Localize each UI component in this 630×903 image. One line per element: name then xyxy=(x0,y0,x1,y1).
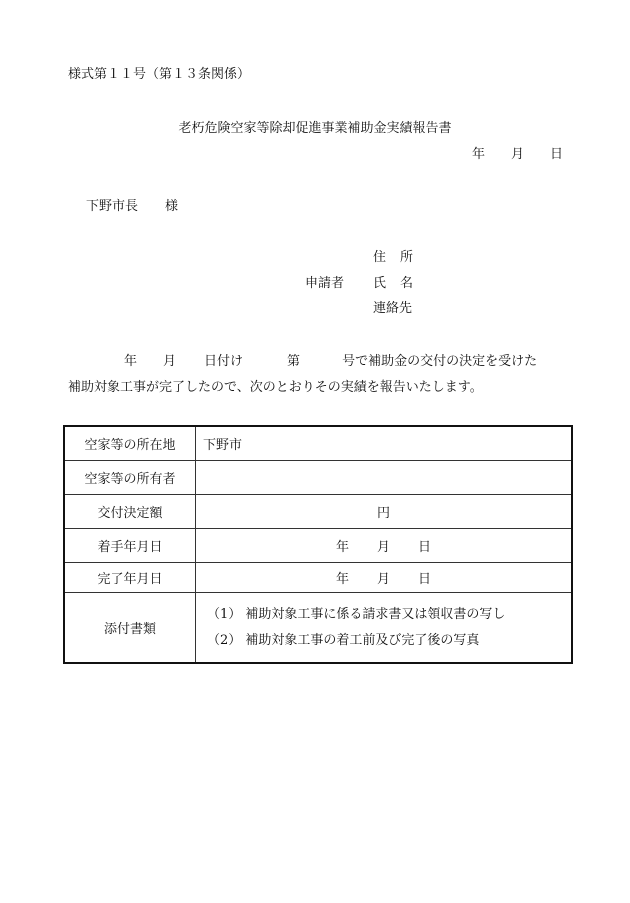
document-title: 老朽危険空家等除却促進事業補助金実績報告書 xyxy=(178,121,452,136)
table-row-attachments xyxy=(64,593,572,664)
applicant-label: 申請者 xyxy=(305,276,345,291)
applicant-contact-label: 連絡先 xyxy=(373,301,413,316)
location-value: 下野市 xyxy=(196,426,573,461)
table-row-owner xyxy=(64,461,572,495)
date-year-label: 年 xyxy=(472,147,486,162)
addressee xyxy=(86,200,178,213)
report-table xyxy=(63,425,573,664)
applicant-name-label: 氏 名 xyxy=(373,276,414,291)
attachment-item: （1） 補助対象工事に係る請求書又は領収書の写し xyxy=(207,606,506,622)
form-number: 様式第１１号（第１３条関係） xyxy=(68,67,251,82)
complete-date-value: 年 月 日 xyxy=(196,563,573,593)
body-text-line-1: 年 月 日付け 第 号で補助金の交付の決定を受けた xyxy=(124,354,538,369)
applicant-address-label: 住 所 xyxy=(373,250,414,265)
attachments-label: 添付書類 xyxy=(64,593,196,664)
owner-label: 空家等の所有者 xyxy=(64,461,196,495)
report-date-line xyxy=(472,148,563,161)
amount-label: 交付決定額 xyxy=(64,495,196,529)
complete-date-label: 完了年月日 xyxy=(64,563,196,593)
amount-unit: 円 xyxy=(196,495,573,529)
location-label: 空家等の所在地 xyxy=(64,426,196,461)
addressee-honorific: 様 xyxy=(165,199,179,214)
addressee-name: 下野市長 xyxy=(86,199,139,214)
table-row-complete-date xyxy=(64,563,572,593)
owner-value xyxy=(196,461,573,495)
table-row-start-date xyxy=(64,529,572,563)
attachments-value xyxy=(196,593,573,664)
table-row-amount xyxy=(64,495,572,529)
date-month-label: 月 xyxy=(511,147,525,162)
start-date-value: 年 月 日 xyxy=(196,529,573,563)
date-day-label: 日 xyxy=(550,147,564,162)
attachment-item: （2） 補助対象工事の着工前及び完了後の写真 xyxy=(207,632,480,648)
body-text-line-2: 補助対象工事が完了したので、次のとおりその実績を報告いたします。 xyxy=(68,380,483,395)
start-date-label: 着手年月日 xyxy=(64,529,196,563)
table-row-location xyxy=(64,426,572,461)
